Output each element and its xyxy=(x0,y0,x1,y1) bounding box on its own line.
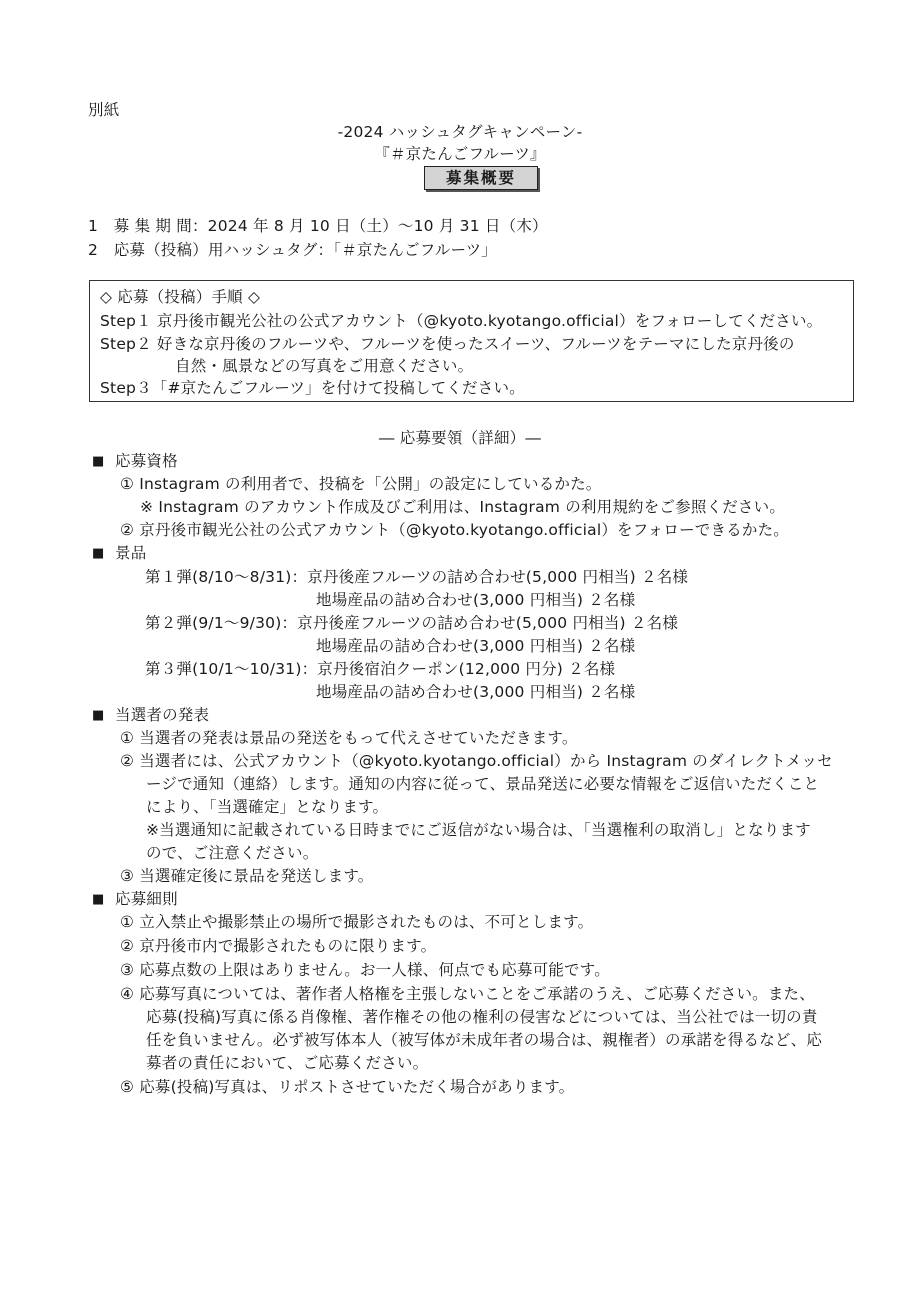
eligibility-line-2: ② 京丹後市観光公社の公式アカウント（@kyoto.kyotango.official）をフォローできるかた。 xyxy=(120,521,789,539)
eligibility-title: 応募資格 xyxy=(115,452,178,470)
prize-round-1-b: 地場産品の詰め合わせ(3,000 円相当) ２名様 xyxy=(316,591,636,609)
rules-line-4-cont2: 任を負いません。必ず被写体本人（被写体が未成年者の場合は、親権者）の承諾を得るなど、応 xyxy=(146,1031,823,1049)
announcement-note-cont: ので、ご注意ください。 xyxy=(146,844,319,862)
summary-period: 1 募 集 期 間：2024 年 8 月 10 日（土）～10 月 31 日（木） xyxy=(88,217,548,235)
rules-line-4: ④ 応募写真については、著作者人格権を主張しないことをご承諾のうえ、ご応募ください。また、 xyxy=(120,985,815,1003)
announcement-line-3: ③ 当選確定後に景品を発送します。 xyxy=(120,867,374,885)
procedure-step-3: Step３「#京たんごフルーツ」を付けて投稿してください。 xyxy=(100,379,525,397)
prize-round-3-b: 地場産品の詰め合わせ(3,000 円相当) ２名様 xyxy=(316,683,636,701)
details-heading: ― 応募要領（詳細）― xyxy=(378,429,542,447)
announcement-bullet: ■ xyxy=(92,708,105,723)
hashtag-title: 『＃京たんごフルーツ』 xyxy=(374,145,546,163)
prize-round-2-b: 地場産品の詰め合わせ(3,000 円相当) ２名様 xyxy=(316,637,636,655)
attachment-label: 別紙 xyxy=(88,101,120,119)
announcement-line-1: ① 当選者の発表は景品の発送をもって代えさせていただきます。 xyxy=(120,729,578,747)
procedure-heading: ◇ 応募（投稿）手順 ◇ xyxy=(100,288,261,306)
prizes-title: 景品 xyxy=(115,544,147,562)
procedure-step-2: Step２ 好きな京丹後のフルーツや、フルーツを使ったスイーツ、フルーツをテーマにした京丹後の xyxy=(100,335,795,353)
rules-line-3: ③ 応募点数の上限はありません。お一人様、何点でも応募可能です。 xyxy=(120,961,610,979)
eligibility-bullet: ■ xyxy=(92,454,105,469)
eligibility-line-1: ① Instagram の利用者で、投稿を「公開」の設定にしているかた。 xyxy=(120,475,602,493)
prize-round-2: 第２弾(9/1～9/30)：京丹後産フルーツの詰め合わせ(5,000 円相当) ２名様 xyxy=(145,614,679,632)
campaign-title: -2024 ハッシュタグキャンペーン- xyxy=(337,123,583,141)
rules-line-4-cont: 応募(投稿)写真に係る肖像権、著作権その他の権利の侵害などについては、当公社では一切の責 xyxy=(146,1008,818,1026)
announcement-line-2-cont: ージで通知（連絡）します。通知の内容に従って、景品発送に必要な情報をご返信いただくこと xyxy=(146,775,820,793)
rules-title: 応募細則 xyxy=(115,890,178,908)
rules-line-1: ① 立入禁止や撮影禁止の場所で撮影されたものは、不可とします。 xyxy=(120,913,594,931)
rules-line-4-end: 募者の責任において、ご応募ください。 xyxy=(146,1054,429,1072)
procedure-step-1: Step１ 京丹後市観光公社の公式アカウント（@kyoto.kyotango.official）をフォローしてください。 xyxy=(100,312,823,330)
procedure-step-2-cont: 自然・風景などの写真をご用意ください。 xyxy=(175,357,474,375)
rules-bullet: ■ xyxy=(92,892,105,907)
rules-line-2: ② 京丹後市内で撮影されたものに限ります。 xyxy=(120,937,437,955)
prize-round-3: 第３弾(10/1～10/31)：京丹後宿泊クーポン(12,000 円分) ２名様 xyxy=(145,660,616,678)
announcement-title: 当選者の発表 xyxy=(115,706,210,724)
prizes-bullet: ■ xyxy=(92,546,105,561)
overview-badge: 募集概要 xyxy=(424,166,538,190)
announcement-note: ※当選通知に記載されている日時までにご返信がない場合は、「当選権利の取消し」となります xyxy=(146,821,811,839)
announcement-line-2: ② 当選者には、公式アカウント（@kyoto.kyotango.official）から Instagram のダイレクトメッセ xyxy=(120,752,833,770)
rules-line-5: ⑤ 応募(投稿)写真は、リポストさせていただく場合があります。 xyxy=(120,1078,575,1096)
prize-round-1: 第１弾(8/10～8/31)：京丹後産フルーツの詰め合わせ(5,000 円相当) ２名様 xyxy=(145,568,689,586)
eligibility-note: ※ Instagram のアカウント作成及びご利用は、Instagram の利用規約をご参照ください。 xyxy=(140,498,786,516)
summary-hashtag: 2 応募（投稿）用ハッシュタグ：「＃京たんごフルーツ」 xyxy=(88,241,497,259)
announcement-line-2-end: により、「当選確定」となります。 xyxy=(146,798,389,816)
